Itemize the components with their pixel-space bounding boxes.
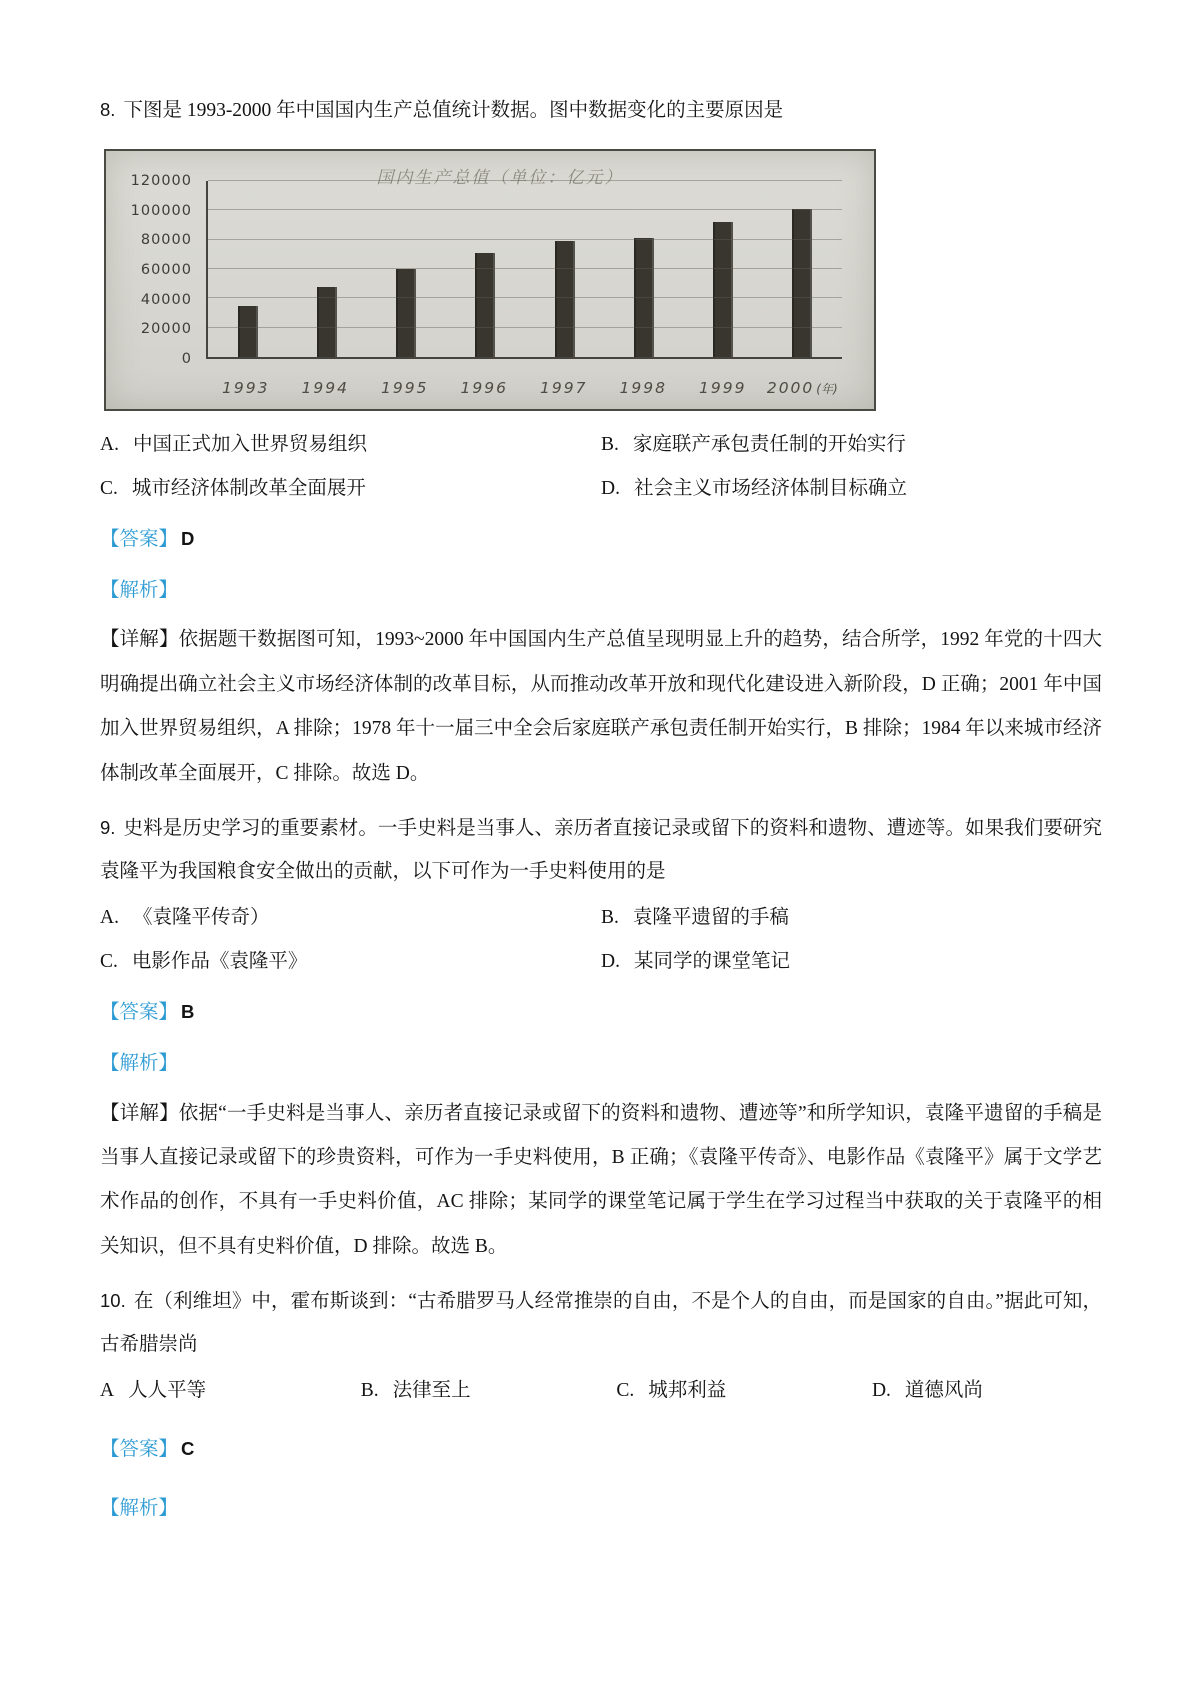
- chart-y-axis: [106, 172, 202, 367]
- detail-paragraph-8: 【详解】依据题干数据图可知，1993~2000 年中国国内生产总值呈现明显上升的趋势，结合所学，1992 年党的十四大明确提出确立社会主义市场经济体制的改革目标，从而推动改革开放和现代化建设进入新阶段，D 正确；2001 年中国加入世界贸易组织，A 排除；1978 年十一届三中全会后家庭联产承包责任制开始实行，B 排除；1984 年以来城市经济体制改革全面展开，C 排除。故选 D。: [100, 629, 1102, 784]
- option-9-a: [100, 896, 601, 940]
- chart-bar-slot: [287, 181, 366, 357]
- chart-bar-slot: [208, 181, 287, 357]
- question-number: 10.: [100, 1290, 126, 1312]
- option-label: B.: [360, 1380, 379, 1402]
- analysis-label-8: 【解析】: [100, 579, 179, 601]
- chart-gridline: [208, 297, 842, 298]
- question-text: 史料是历史学习的重要素材。一手史料是当事人、亲历者直接记录或留下的资料和遗物、遭迹等。如果我们要研究袁隆平为我国粮食安全做出的贡献，以下可作为一手史料使用的是: [100, 818, 1102, 883]
- option-label: D.: [601, 950, 620, 972]
- option-text: 法律至上: [392, 1380, 471, 1402]
- question-8: [100, 90, 1102, 796]
- chart-plot: [206, 181, 842, 359]
- gdp-bar-1997: [555, 241, 575, 357]
- question-9: [100, 808, 1102, 1269]
- y-tick-label: 60000: [140, 261, 192, 278]
- gdp-bar-1993: [238, 306, 258, 357]
- option-text: 城市经济体制改革全面展开: [131, 477, 366, 499]
- chart-gridline: [208, 180, 842, 181]
- chart-x-labels: [206, 379, 842, 397]
- chart-gridline: [208, 268, 842, 269]
- y-tick-label: 120000: [130, 172, 192, 189]
- option-text: 《袁隆平传奇）: [132, 907, 270, 929]
- y-tick-label: 100000: [130, 202, 192, 219]
- gdp-chart: [104, 149, 876, 411]
- option-label: A.: [100, 907, 119, 929]
- x-tick-label: 1996: [460, 378, 508, 397]
- chart-gridline: [208, 239, 842, 240]
- option-label: D.: [871, 1380, 891, 1402]
- x-tick-label: 1993: [222, 378, 270, 397]
- question-9-options: [100, 896, 1102, 984]
- option-9-d: [601, 940, 1102, 984]
- detail-paragraph-9: 【详解】依据“一手史料是当事人、亲历者直接记录或留下的资料和遗物、遭迹等”和所学知识，袁隆平遗留的手稿是当事人直接记录或留下的珍贵资料，可作为一手史料使用，B 正确；《袁隆平传奇》、电影作品《袁隆平》属于文学艺术作品的创作，不具有一手史料价值，AC 排除；某同学的课堂笔记属于学生在学习过程当中获取的关于袁隆平的相关知识，但不具有史料价值，D 排除。故选 B。: [100, 1102, 1102, 1257]
- option-text: 家庭联产承包责任制的开始实行: [632, 433, 906, 455]
- answer-line-10: [100, 1429, 1102, 1472]
- chart-title: 国内生产总值（单位：亿元）: [376, 167, 624, 188]
- question-text: 在（利维坦》中，霍布斯谈到：“古希腊罗马人经常推崇的自由，不是个人的自由，而是国家的自由。”据此可知，古希腊崇尚: [100, 1291, 1102, 1356]
- option-label: C.: [100, 477, 118, 499]
- answer-line-8: [100, 519, 1102, 562]
- y-tick-label: 80000: [140, 232, 192, 249]
- y-tick-label: 20000: [140, 321, 192, 338]
- question-8-stem: [100, 90, 1102, 133]
- option-label: B.: [601, 907, 619, 929]
- answer-value: B: [181, 1000, 195, 1022]
- analysis-label-10: 【解析】: [100, 1497, 179, 1519]
- question-10: [100, 1281, 1102, 1530]
- chart-bar-slot: [763, 181, 842, 357]
- option-text: 中国正式加入世界贸易组织: [132, 433, 367, 455]
- option-8-d: [601, 467, 1102, 511]
- x-tick-label: 1998: [619, 378, 667, 397]
- x-tick-label: 2000 (年): [766, 378, 838, 397]
- question-10-options: [100, 1369, 1102, 1413]
- answer-value: D: [181, 527, 195, 549]
- chart-bar-slot: [604, 181, 683, 357]
- gdp-bar-2000: [792, 209, 812, 357]
- chart-bars: [208, 181, 842, 357]
- option-8-a: [100, 423, 601, 467]
- option-label: C.: [100, 950, 118, 972]
- chart-bar-slot: [525, 181, 604, 357]
- option-label: B.: [601, 433, 619, 455]
- question-9-stem: [100, 808, 1102, 894]
- chart-gridline: [208, 327, 842, 328]
- gdp-bar-1995: [396, 269, 416, 357]
- y-tick-label: 0: [181, 350, 192, 367]
- x-tick-label: 1994: [301, 378, 349, 397]
- question-8-options: [100, 423, 1102, 511]
- option-text: 道德风尚: [904, 1380, 983, 1402]
- option-label: A.: [100, 433, 119, 455]
- option-10-b: [361, 1369, 617, 1413]
- option-text: 电影作品《袁隆平》: [131, 950, 308, 972]
- analysis-label-9: 【解析】: [100, 1052, 179, 1074]
- option-8-c: [100, 467, 601, 511]
- answer-label: 【答案】: [100, 528, 179, 550]
- option-text: 某同学的课堂笔记: [633, 950, 790, 972]
- question-text: 下图是 1993-2000 年中国国内生产总值统计数据。图中数据变化的主要原因是: [123, 100, 784, 121]
- option-9-c: [100, 940, 601, 984]
- option-label: A: [100, 1380, 115, 1402]
- x-tick-label: 1997: [540, 378, 588, 397]
- x-axis-unit-label: (年): [816, 381, 838, 396]
- option-text: 人人平等: [128, 1380, 207, 1402]
- chart-bar-slot: [684, 181, 763, 357]
- answer-label: 【答案】: [100, 1439, 179, 1461]
- answer-line-9: [100, 992, 1102, 1035]
- option-text: 社会主义市场经济体制目标确立: [633, 477, 907, 499]
- y-tick-label: 40000: [140, 291, 192, 308]
- option-10-c: [616, 1369, 872, 1413]
- option-text: 袁隆平遗留的手稿: [632, 907, 789, 929]
- option-label: C.: [616, 1380, 635, 1402]
- question-10-stem: [100, 1281, 1102, 1367]
- chart-gridline: [208, 209, 842, 210]
- chart-bar-slot: [367, 181, 446, 357]
- question-number: 9.: [100, 817, 116, 839]
- option-9-b: [601, 896, 1102, 940]
- option-label: D.: [601, 477, 620, 499]
- answer-value: C: [181, 1438, 195, 1460]
- gdp-bar-1999: [713, 222, 733, 357]
- option-8-b: [601, 423, 1102, 467]
- x-tick-label: 1999: [699, 378, 747, 397]
- question-number: 8.: [100, 99, 116, 120]
- x-tick-label: 1995: [381, 378, 429, 397]
- answer-label: 【答案】: [100, 1001, 179, 1023]
- option-text: 城邦利益: [648, 1380, 727, 1402]
- chart-bar-slot: [446, 181, 525, 357]
- option-10-d: [872, 1369, 1102, 1413]
- option-10-a: [100, 1369, 361, 1413]
